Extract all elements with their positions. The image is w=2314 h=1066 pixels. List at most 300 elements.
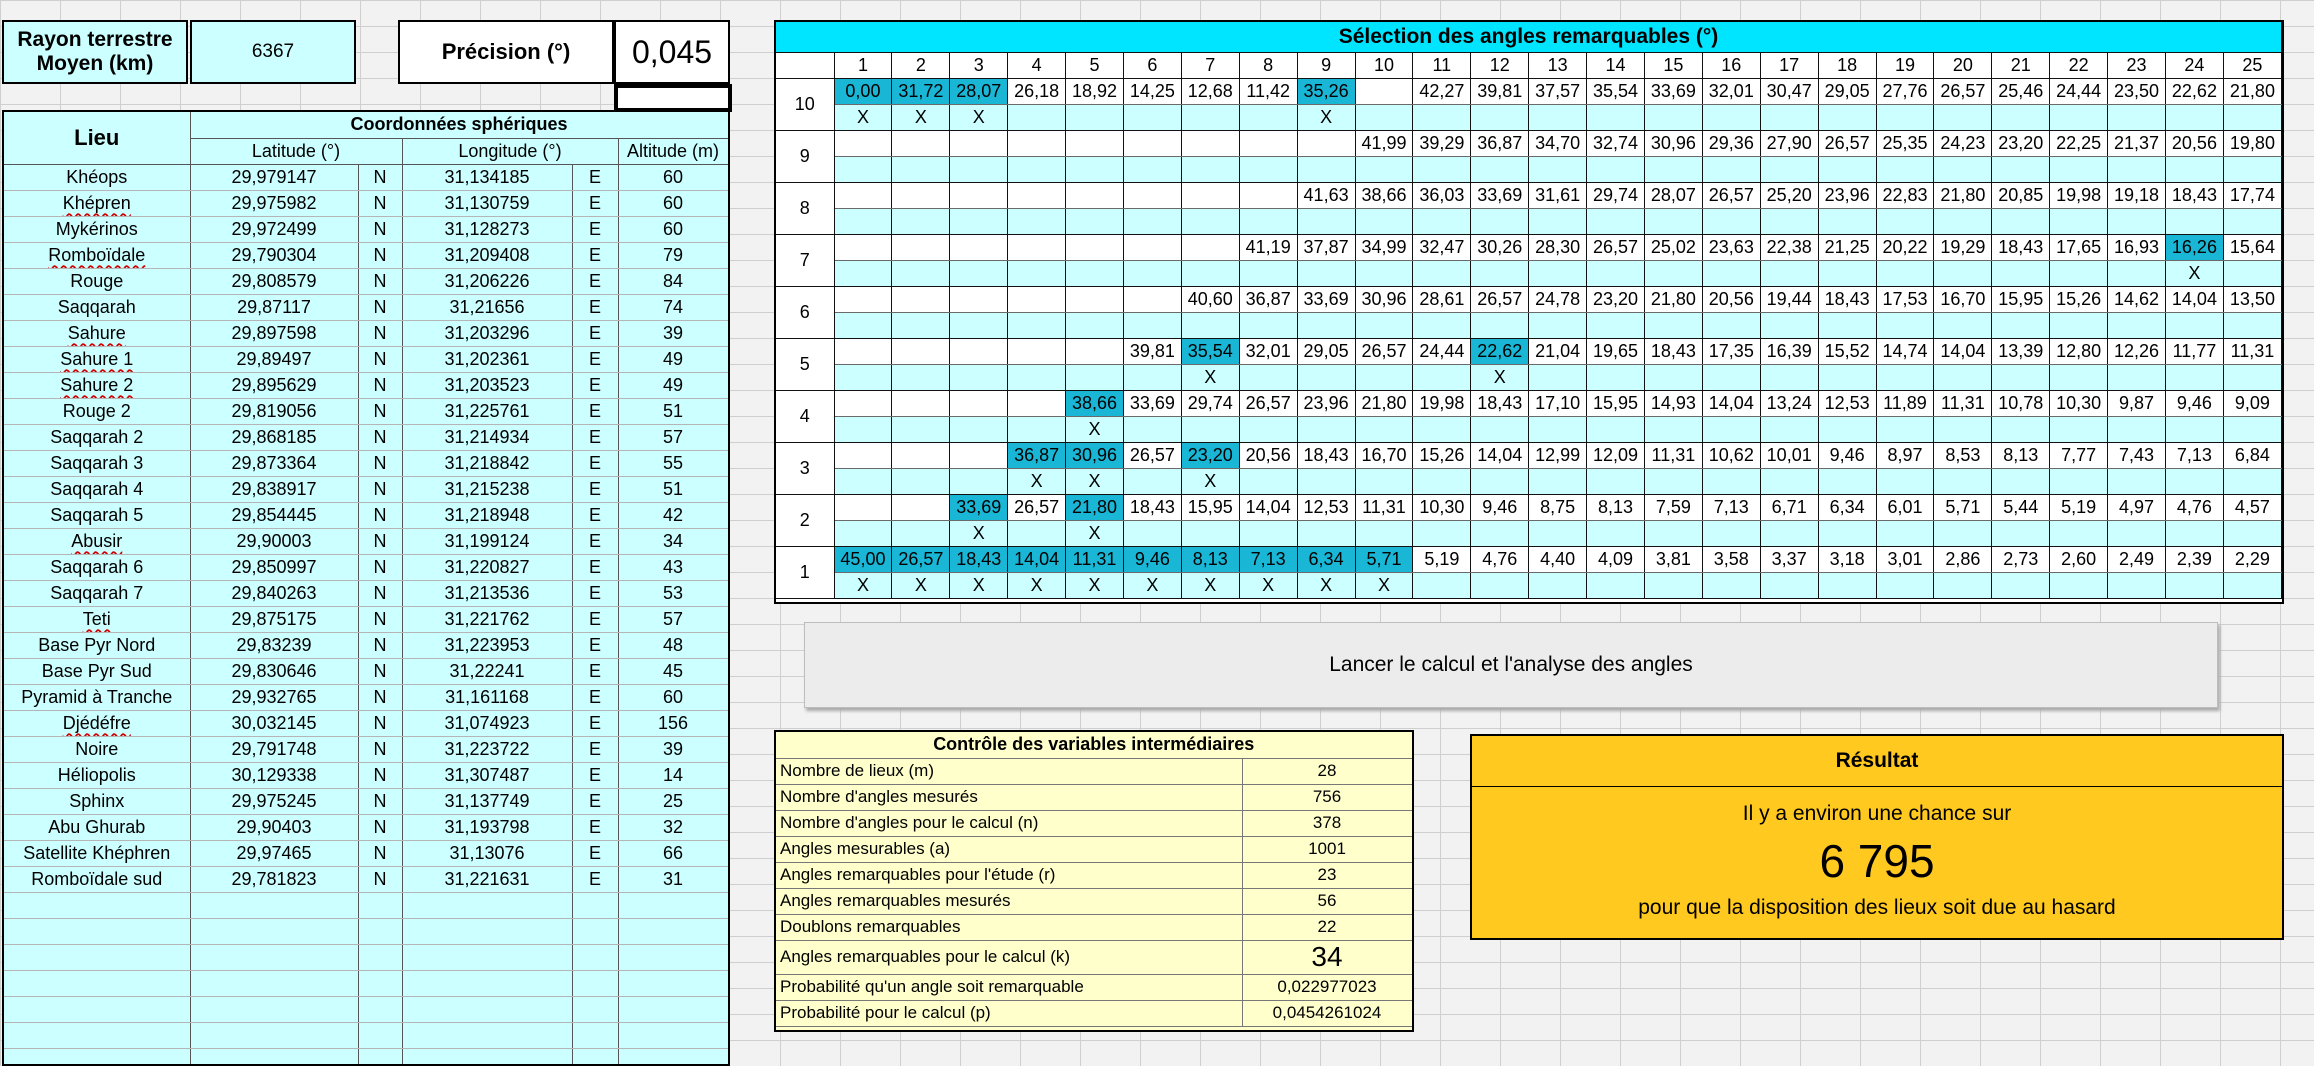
angle-cell[interactable]: 10,30 xyxy=(2050,390,2108,416)
altitude-cell[interactable]: 60 xyxy=(618,684,728,710)
longitude-cell[interactable]: 31,199124 xyxy=(402,528,572,554)
mark-cell[interactable] xyxy=(1876,260,1934,286)
mark-cell[interactable] xyxy=(1355,416,1413,442)
mark-cell[interactable] xyxy=(2165,520,2223,546)
angle-cell[interactable]: 35,54 xyxy=(1587,78,1645,104)
mark-cell[interactable] xyxy=(950,104,1008,130)
mark-cell[interactable] xyxy=(2165,468,2223,494)
mark-cell[interactable] xyxy=(1297,468,1355,494)
mark-cell[interactable] xyxy=(1818,104,1876,130)
angle-cell[interactable]: 30,47 xyxy=(1760,78,1818,104)
angle-cell[interactable]: 10,01 xyxy=(1760,442,1818,468)
mark-cell[interactable] xyxy=(1008,260,1066,286)
mark-cell[interactable] xyxy=(2050,312,2108,338)
angle-cell[interactable]: 9,46 xyxy=(2165,390,2223,416)
ew-cell[interactable]: E xyxy=(572,684,618,710)
latitude-cell[interactable]: 29,90003 xyxy=(190,528,358,554)
ns-cell[interactable]: N xyxy=(358,216,402,242)
angle-cell[interactable]: 28,07 xyxy=(1644,182,1702,208)
altitude-cell[interactable]: 60 xyxy=(618,216,728,242)
latitude-cell[interactable]: 29,90403 xyxy=(190,814,358,840)
angle-cell[interactable]: 35,54 xyxy=(1181,338,1239,364)
angle-cell[interactable]: 26,57 xyxy=(1008,494,1066,520)
mark-cell[interactable] xyxy=(1760,416,1818,442)
precision-value-cell[interactable] xyxy=(614,20,730,84)
mark-cell[interactable] xyxy=(1992,312,2050,338)
altitude-cell[interactable]: 34 xyxy=(618,528,728,554)
mark-cell[interactable] xyxy=(1471,520,1529,546)
angle-cell[interactable]: 26,57 xyxy=(1471,286,1529,312)
mark-cell[interactable] xyxy=(1529,520,1587,546)
angle-cell[interactable] xyxy=(834,130,892,156)
ew-cell[interactable]: E xyxy=(572,736,618,762)
mark-cell[interactable] xyxy=(1297,156,1355,182)
mark-cell[interactable] xyxy=(2223,364,2281,390)
angle-cell[interactable]: 21,04 xyxy=(1529,338,1587,364)
angle-cell[interactable]: 17,74 xyxy=(2223,182,2281,208)
table-row[interactable] xyxy=(4,450,728,476)
mark-cell[interactable] xyxy=(1992,364,2050,390)
empty-cell[interactable] xyxy=(402,892,572,918)
angle-cell[interactable]: 18,43 xyxy=(1297,442,1355,468)
mark-cell[interactable] xyxy=(1355,520,1413,546)
longitude-cell[interactable]: 31,218948 xyxy=(402,502,572,528)
mark-cell[interactable] xyxy=(1181,104,1239,130)
mark-cell[interactable] xyxy=(1066,260,1124,286)
angle-cell[interactable]: 14,04 xyxy=(1471,442,1529,468)
angle-cell[interactable]: 17,65 xyxy=(2050,234,2108,260)
angle-cell[interactable]: 36,03 xyxy=(1413,182,1471,208)
mark-cell[interactable] xyxy=(1760,572,1818,598)
mark-cell[interactable] xyxy=(1008,416,1066,442)
mark-cell[interactable] xyxy=(1818,208,1876,234)
mark-cell[interactable] xyxy=(1992,572,2050,598)
place-name[interactable] xyxy=(4,814,190,840)
latitude-cell[interactable]: 29,895629 xyxy=(190,372,358,398)
longitude-cell[interactable]: 31,218842 xyxy=(402,450,572,476)
empty-cell[interactable] xyxy=(402,1048,572,1066)
mark-cell[interactable] xyxy=(1471,416,1529,442)
mark-cell[interactable] xyxy=(1181,468,1239,494)
altitude-cell[interactable]: 45 xyxy=(618,658,728,684)
table-row[interactable] xyxy=(4,710,728,736)
latitude-cell[interactable]: 29,830646 xyxy=(190,658,358,684)
altitude-cell[interactable]: 42 xyxy=(618,502,728,528)
mark-cell[interactable] xyxy=(1760,260,1818,286)
mark-cell[interactable] xyxy=(1066,572,1124,598)
empty-cell[interactable] xyxy=(190,918,358,944)
ew-cell[interactable]: E xyxy=(572,294,618,320)
angle-cell[interactable]: 26,18 xyxy=(1008,78,1066,104)
angle-cell[interactable] xyxy=(1008,286,1066,312)
angle-cell[interactable] xyxy=(950,338,1008,364)
longitude-cell[interactable]: 31,209408 xyxy=(402,242,572,268)
place-name[interactable] xyxy=(4,372,190,398)
ew-cell[interactable]: E xyxy=(572,476,618,502)
mark-cell[interactable] xyxy=(1066,468,1124,494)
ns-cell[interactable]: N xyxy=(358,866,402,892)
empty-cell[interactable] xyxy=(4,918,190,944)
angle-cell[interactable] xyxy=(1066,338,1124,364)
control-value[interactable]: 0,0454261024 xyxy=(1242,1000,1412,1026)
angle-cell[interactable] xyxy=(1123,182,1181,208)
mark-cell[interactable] xyxy=(1702,104,1760,130)
place-name[interactable] xyxy=(4,164,190,190)
empty-cell[interactable] xyxy=(4,944,190,970)
latitude-cell[interactable]: 29,83239 xyxy=(190,632,358,658)
angle-cell[interactable]: 4,97 xyxy=(2108,494,2166,520)
angle-cell[interactable]: 14,04 xyxy=(1702,390,1760,416)
mark-cell[interactable] xyxy=(1587,468,1645,494)
angle-cell[interactable] xyxy=(1008,182,1066,208)
place-name[interactable] xyxy=(4,346,190,372)
place-name[interactable] xyxy=(4,528,190,554)
angle-cell[interactable] xyxy=(1239,130,1297,156)
mark-cell[interactable] xyxy=(1239,312,1297,338)
mark-cell[interactable] xyxy=(834,572,892,598)
empty-cell[interactable] xyxy=(190,1022,358,1048)
table-row[interactable] xyxy=(4,398,728,424)
place-name[interactable] xyxy=(4,554,190,580)
altitude-cell[interactable]: 53 xyxy=(618,580,728,606)
mark-cell[interactable] xyxy=(1876,468,1934,494)
control-value[interactable]: 56 xyxy=(1242,888,1412,914)
mark-cell[interactable] xyxy=(1992,156,2050,182)
place-name[interactable] xyxy=(4,320,190,346)
mark-cell[interactable] xyxy=(2165,572,2223,598)
mark-cell[interactable] xyxy=(1876,156,1934,182)
table-row[interactable] xyxy=(4,216,728,242)
ns-cell[interactable]: N xyxy=(358,268,402,294)
altitude-cell[interactable]: 84 xyxy=(618,268,728,294)
mark-cell[interactable] xyxy=(1818,520,1876,546)
altitude-cell[interactable]: 57 xyxy=(618,424,728,450)
mark-cell[interactable] xyxy=(1123,260,1181,286)
angle-cell[interactable]: 30,96 xyxy=(1355,286,1413,312)
place-name[interactable] xyxy=(4,736,190,762)
mark-cell[interactable] xyxy=(1529,260,1587,286)
empty-cell[interactable] xyxy=(190,944,358,970)
ns-cell[interactable]: N xyxy=(358,580,402,606)
mark-cell[interactable] xyxy=(1181,312,1239,338)
table-row[interactable] xyxy=(4,372,728,398)
angle-cell[interactable]: 15,26 xyxy=(1413,442,1471,468)
longitude-cell[interactable]: 31,225761 xyxy=(402,398,572,424)
angle-cell[interactable]: 21,80 xyxy=(1644,286,1702,312)
angle-cell[interactable]: 17,35 xyxy=(1702,338,1760,364)
mark-cell[interactable] xyxy=(2223,312,2281,338)
table-row[interactable] xyxy=(4,476,728,502)
latitude-cell[interactable]: 29,873364 xyxy=(190,450,358,476)
mark-cell[interactable] xyxy=(1239,260,1297,286)
latitude-cell[interactable]: 29,791748 xyxy=(190,736,358,762)
mark-cell[interactable] xyxy=(1529,104,1587,130)
empty-cell[interactable] xyxy=(190,996,358,1022)
angle-cell[interactable]: 39,29 xyxy=(1413,130,1471,156)
place-name[interactable] xyxy=(4,762,190,788)
mark-cell[interactable] xyxy=(2108,468,2166,494)
ew-cell[interactable]: E xyxy=(572,268,618,294)
mark-cell[interactable] xyxy=(1008,208,1066,234)
mark-cell[interactable] xyxy=(1008,312,1066,338)
altitude-cell[interactable]: 60 xyxy=(618,164,728,190)
angle-cell[interactable]: 25,02 xyxy=(1644,234,1702,260)
angle-cell[interactable]: 3,01 xyxy=(1876,546,1934,572)
table-row[interactable] xyxy=(4,502,728,528)
ns-cell[interactable]: N xyxy=(358,164,402,190)
angle-cell[interactable]: 15,95 xyxy=(1587,390,1645,416)
angle-cell[interactable] xyxy=(892,338,950,364)
mark-cell[interactable] xyxy=(1181,416,1239,442)
ew-cell[interactable]: E xyxy=(572,450,618,476)
angle-cell[interactable] xyxy=(950,234,1008,260)
mark-cell[interactable] xyxy=(2165,260,2223,286)
ew-cell[interactable]: E xyxy=(572,632,618,658)
angle-cell[interactable]: 31,72 xyxy=(892,78,950,104)
angle-cell[interactable] xyxy=(1066,286,1124,312)
altitude-cell[interactable]: 57 xyxy=(618,606,728,632)
angle-cell[interactable] xyxy=(892,234,950,260)
ew-cell[interactable]: E xyxy=(572,866,618,892)
angle-cell[interactable]: 20,56 xyxy=(1702,286,1760,312)
angle-cell[interactable]: 23,96 xyxy=(1818,182,1876,208)
mark-cell[interactable] xyxy=(892,156,950,182)
mark-cell[interactable] xyxy=(892,208,950,234)
angle-cell[interactable]: 2,73 xyxy=(1992,546,2050,572)
mark-cell[interactable] xyxy=(1413,416,1471,442)
mark-cell[interactable] xyxy=(1934,520,1992,546)
angle-cell[interactable]: 21,80 xyxy=(1355,390,1413,416)
angle-cell[interactable]: 26,57 xyxy=(1355,338,1413,364)
mark-cell[interactable] xyxy=(1471,208,1529,234)
mark-cell[interactable] xyxy=(1818,312,1876,338)
mark-cell[interactable] xyxy=(2050,416,2108,442)
angle-cell[interactable]: 33,69 xyxy=(950,494,1008,520)
angle-cell[interactable]: 12,09 xyxy=(1587,442,1645,468)
ew-cell[interactable]: E xyxy=(572,372,618,398)
mark-cell[interactable] xyxy=(1644,572,1702,598)
angle-cell[interactable]: 7,77 xyxy=(2050,442,2108,468)
table-row[interactable] xyxy=(4,580,728,606)
angle-cell[interactable]: 34,99 xyxy=(1355,234,1413,260)
angle-cell[interactable]: 4,76 xyxy=(1471,546,1529,572)
mark-cell[interactable] xyxy=(1702,572,1760,598)
ew-cell[interactable]: E xyxy=(572,398,618,424)
angle-cell[interactable]: 29,74 xyxy=(1181,390,1239,416)
latitude-cell[interactable]: 29,87117 xyxy=(190,294,358,320)
ns-cell[interactable]: N xyxy=(358,398,402,424)
ns-cell[interactable]: N xyxy=(358,346,402,372)
angle-cell[interactable]: 11,31 xyxy=(1934,390,1992,416)
angle-cell[interactable]: 9,46 xyxy=(1471,494,1529,520)
angle-cell[interactable]: 9,46 xyxy=(1818,442,1876,468)
angle-cell[interactable]: 22,62 xyxy=(1471,338,1529,364)
altitude-cell[interactable]: 39 xyxy=(618,320,728,346)
angle-cell[interactable]: 21,37 xyxy=(2108,130,2166,156)
angle-cell[interactable]: 8,13 xyxy=(1587,494,1645,520)
altitude-cell[interactable]: 32 xyxy=(618,814,728,840)
angle-cell[interactable]: 19,18 xyxy=(2108,182,2166,208)
angle-cell[interactable] xyxy=(834,390,892,416)
angle-cell[interactable]: 29,74 xyxy=(1587,182,1645,208)
angle-cell[interactable]: 30,96 xyxy=(1644,130,1702,156)
empty-cell[interactable] xyxy=(572,892,618,918)
mark-cell[interactable] xyxy=(2223,416,2281,442)
ns-cell[interactable]: N xyxy=(358,450,402,476)
angle-cell[interactable]: 18,92 xyxy=(1066,78,1124,104)
angle-cell[interactable] xyxy=(1181,130,1239,156)
table-row[interactable] xyxy=(4,554,728,580)
mark-cell[interactable] xyxy=(1239,364,1297,390)
angle-cell[interactable] xyxy=(1181,234,1239,260)
latitude-cell[interactable]: 29,808579 xyxy=(190,268,358,294)
mark-cell[interactable] xyxy=(2223,156,2281,182)
latitude-cell[interactable]: 29,979147 xyxy=(190,164,358,190)
ew-cell[interactable]: E xyxy=(572,164,618,190)
angle-cell[interactable] xyxy=(834,234,892,260)
mark-cell[interactable] xyxy=(1355,364,1413,390)
empty-cell[interactable] xyxy=(358,970,402,996)
mark-cell[interactable] xyxy=(950,156,1008,182)
angle-cell[interactable]: 21,80 xyxy=(1066,494,1124,520)
angle-cell[interactable]: 36,87 xyxy=(1471,130,1529,156)
angle-cell[interactable] xyxy=(1066,182,1124,208)
angle-cell[interactable]: 23,20 xyxy=(1587,286,1645,312)
angle-cell[interactable]: 33,69 xyxy=(1471,182,1529,208)
angle-cell[interactable]: 42,27 xyxy=(1413,78,1471,104)
mark-cell[interactable] xyxy=(1818,572,1876,598)
mark-cell[interactable] xyxy=(1297,104,1355,130)
angle-cell[interactable] xyxy=(892,390,950,416)
angle-cell[interactable]: 15,95 xyxy=(1992,286,2050,312)
angle-cell[interactable]: 8,13 xyxy=(1181,546,1239,572)
ns-cell[interactable]: N xyxy=(358,814,402,840)
mark-cell[interactable] xyxy=(1008,520,1066,546)
mark-cell[interactable] xyxy=(1876,104,1934,130)
angle-cell[interactable] xyxy=(892,442,950,468)
angle-cell[interactable] xyxy=(1355,78,1413,104)
mark-cell[interactable] xyxy=(2050,520,2108,546)
angle-cell[interactable] xyxy=(892,286,950,312)
table-row[interactable] xyxy=(4,840,728,866)
mark-cell[interactable] xyxy=(2108,260,2166,286)
mark-cell[interactable] xyxy=(1702,468,1760,494)
mark-cell[interactable] xyxy=(1355,468,1413,494)
altitude-cell[interactable]: 156 xyxy=(618,710,728,736)
mark-cell[interactable] xyxy=(1818,260,1876,286)
angle-cell[interactable]: 11,31 xyxy=(2223,338,2281,364)
mark-cell[interactable] xyxy=(1818,364,1876,390)
place-name[interactable] xyxy=(4,450,190,476)
angle-cell[interactable]: 12,68 xyxy=(1181,78,1239,104)
angle-cell[interactable]: 23,50 xyxy=(2108,78,2166,104)
place-name[interactable] xyxy=(4,606,190,632)
longitude-cell[interactable]: 31,202361 xyxy=(402,346,572,372)
ns-cell[interactable]: N xyxy=(358,476,402,502)
latitude-cell[interactable]: 29,975245 xyxy=(190,788,358,814)
table-row[interactable] xyxy=(4,814,728,840)
place-name[interactable] xyxy=(4,658,190,684)
mark-cell[interactable] xyxy=(950,364,1008,390)
altitude-cell[interactable]: 51 xyxy=(618,476,728,502)
mark-cell[interactable] xyxy=(1934,156,1992,182)
mark-cell[interactable] xyxy=(950,260,1008,286)
table-row[interactable] xyxy=(4,736,728,762)
mark-cell[interactable] xyxy=(1181,260,1239,286)
angle-cell[interactable] xyxy=(1123,130,1181,156)
empty-cell[interactable] xyxy=(4,1022,190,1048)
mark-cell[interactable] xyxy=(1239,416,1297,442)
mark-cell[interactable] xyxy=(950,312,1008,338)
longitude-cell[interactable]: 31,223953 xyxy=(402,632,572,658)
empty-cell[interactable] xyxy=(402,944,572,970)
mark-cell[interactable] xyxy=(1587,364,1645,390)
mark-cell[interactable] xyxy=(1876,208,1934,234)
mark-cell[interactable] xyxy=(1587,416,1645,442)
angle-cell[interactable]: 6,01 xyxy=(1876,494,1934,520)
angle-cell[interactable]: 23,20 xyxy=(1181,442,1239,468)
angle-cell[interactable]: 2,39 xyxy=(2165,546,2223,572)
control-value[interactable]: 22 xyxy=(1242,914,1412,940)
mark-cell[interactable] xyxy=(1181,572,1239,598)
empty-cell[interactable] xyxy=(572,918,618,944)
mark-cell[interactable] xyxy=(892,312,950,338)
mark-cell[interactable] xyxy=(1239,208,1297,234)
mark-cell[interactable] xyxy=(1297,572,1355,598)
mark-cell[interactable] xyxy=(1529,468,1587,494)
mark-cell[interactable] xyxy=(1123,520,1181,546)
angle-cell[interactable]: 34,70 xyxy=(1529,130,1587,156)
ns-cell[interactable]: N xyxy=(358,502,402,528)
angle-cell[interactable]: 33,69 xyxy=(1644,78,1702,104)
angle-cell[interactable]: 10,62 xyxy=(1702,442,1760,468)
latitude-cell[interactable]: 29,897598 xyxy=(190,320,358,346)
place-name[interactable] xyxy=(4,216,190,242)
mark-cell[interactable] xyxy=(1066,364,1124,390)
angle-cell[interactable]: 11,31 xyxy=(1355,494,1413,520)
angle-cell[interactable]: 29,05 xyxy=(1297,338,1355,364)
altitude-cell[interactable]: 43 xyxy=(618,554,728,580)
angle-cell[interactable]: 23,20 xyxy=(1992,130,2050,156)
longitude-cell[interactable]: 31,130759 xyxy=(402,190,572,216)
ew-cell[interactable]: E xyxy=(572,788,618,814)
mark-cell[interactable] xyxy=(1992,260,2050,286)
mark-cell[interactable] xyxy=(950,572,1008,598)
angle-cell[interactable]: 6,84 xyxy=(2223,442,2281,468)
place-name[interactable] xyxy=(4,398,190,424)
angle-cell[interactable]: 6,71 xyxy=(1760,494,1818,520)
angle-cell[interactable]: 5,71 xyxy=(1934,494,1992,520)
angle-cell[interactable] xyxy=(950,286,1008,312)
mark-cell[interactable] xyxy=(892,364,950,390)
mark-cell[interactable] xyxy=(1992,104,2050,130)
angle-cell[interactable]: 15,52 xyxy=(1818,338,1876,364)
longitude-cell[interactable]: 31,203523 xyxy=(402,372,572,398)
angle-cell[interactable]: 11,31 xyxy=(1066,546,1124,572)
ew-cell[interactable]: E xyxy=(572,346,618,372)
mark-cell[interactable] xyxy=(950,520,1008,546)
table-row[interactable] xyxy=(4,320,728,346)
angle-cell[interactable]: 39,81 xyxy=(1471,78,1529,104)
mark-cell[interactable] xyxy=(1123,468,1181,494)
angle-cell[interactable]: 35,26 xyxy=(1297,78,1355,104)
place-name[interactable] xyxy=(4,242,190,268)
mark-cell[interactable] xyxy=(2050,468,2108,494)
angle-cell[interactable]: 18,43 xyxy=(950,546,1008,572)
mark-cell[interactable] xyxy=(2165,208,2223,234)
angle-cell[interactable]: 23,96 xyxy=(1297,390,1355,416)
altitude-cell[interactable]: 74 xyxy=(618,294,728,320)
